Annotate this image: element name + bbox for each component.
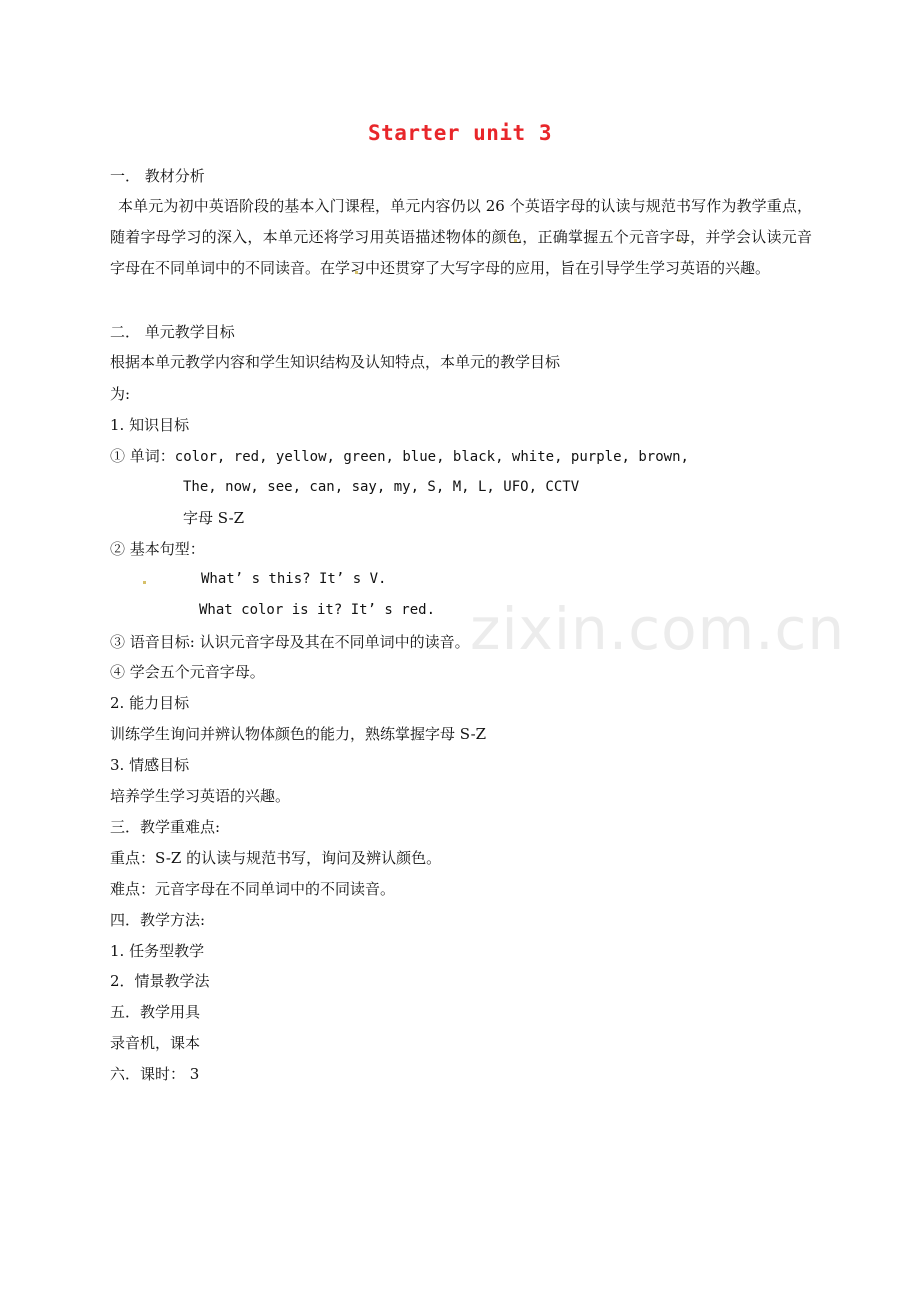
goal-1-item-1 <box>110 445 689 468</box>
goal-3-text: 培养学生学习英语的兴趣。 <box>110 787 291 805</box>
section-3-key-point: 重点：S-Z 的认读与规范书写，询问及辨认颜色。 <box>110 849 442 867</box>
goal-2-text: 训练学生询问并辨认物体颜色的能力，熟练掌握字母 S-Z <box>110 725 487 743</box>
section-2-heading: 二． 单元教学目标 <box>110 323 235 341</box>
section-2-intro-line2: 为: <box>110 385 131 403</box>
section-5-text: 录音机，课本 <box>110 1034 201 1052</box>
goal-1-item-4: ④ 学会五个元音字母。 <box>110 663 265 681</box>
section-3-difficult-point: 难点：元音字母在不同单词中的不同读音。 <box>110 880 396 898</box>
sentence-pattern-2: What color is it? It’ s red. <box>199 602 436 618</box>
section-3-heading: 三．教学重难点: <box>110 818 221 836</box>
goal-1-item-2: ② 基本句型： <box>110 540 205 558</box>
stray-mark <box>143 581 146 584</box>
section-6-class-hours: 六．课时： 3 <box>110 1065 200 1083</box>
section-1-paragraph: 本单元为初中英语阶段的基本入门课程，单元内容仍以 26 个英语字母的认读与规范书写作为教学重点，随着字母学习的深入，本单元还将学习用英语描述物体的颜色，正确掌握五个元音字母，并学会认读元音字母在不同单词中的不同读音。在学习中还贯穿了大写字母的应用，旨在引导学生学习英语的兴趣。 <box>110 197 812 277</box>
goal-3-heading: 3. 情感目标 <box>110 756 190 774</box>
watermark: zixin.com.cn <box>470 595 846 663</box>
section-4-item-1: 1. 任务型教学 <box>110 942 205 960</box>
section-1-heading: 一． 教材分析 <box>110 167 205 185</box>
section-4-item-2: 2．情景教学法 <box>110 972 210 990</box>
goal-2-heading: 2. 能力目标 <box>110 694 190 712</box>
words-list-2: The, now, see, can, say, my, S, M, L, UFO, CCTV <box>183 479 580 495</box>
words-list-1: color, red, yellow, green, blue, black, white, purple, brown, <box>174 449 689 465</box>
letters-range: 字母 S-Z <box>183 509 245 527</box>
goal-1-item-3: ③ 语音目标: 认识元音字母及其在不同单词中的读音。 <box>110 633 470 651</box>
goal-1-heading: 1. 知识目标 <box>110 416 190 434</box>
section-4-heading: 四．教学方法: <box>110 911 206 929</box>
sentence-pattern-1: What’ s this? It’ s V. <box>201 571 387 587</box>
section-5-heading: 五．教学用具 <box>110 1003 201 1021</box>
section-2-intro-line1: 根据本单元教学内容和学生知识结构及认知特点，本单元的教学目标 <box>110 353 561 371</box>
page-title: Starter unit 3 <box>367 121 552 145</box>
words-label: ① 单词： <box>110 447 175 465</box>
